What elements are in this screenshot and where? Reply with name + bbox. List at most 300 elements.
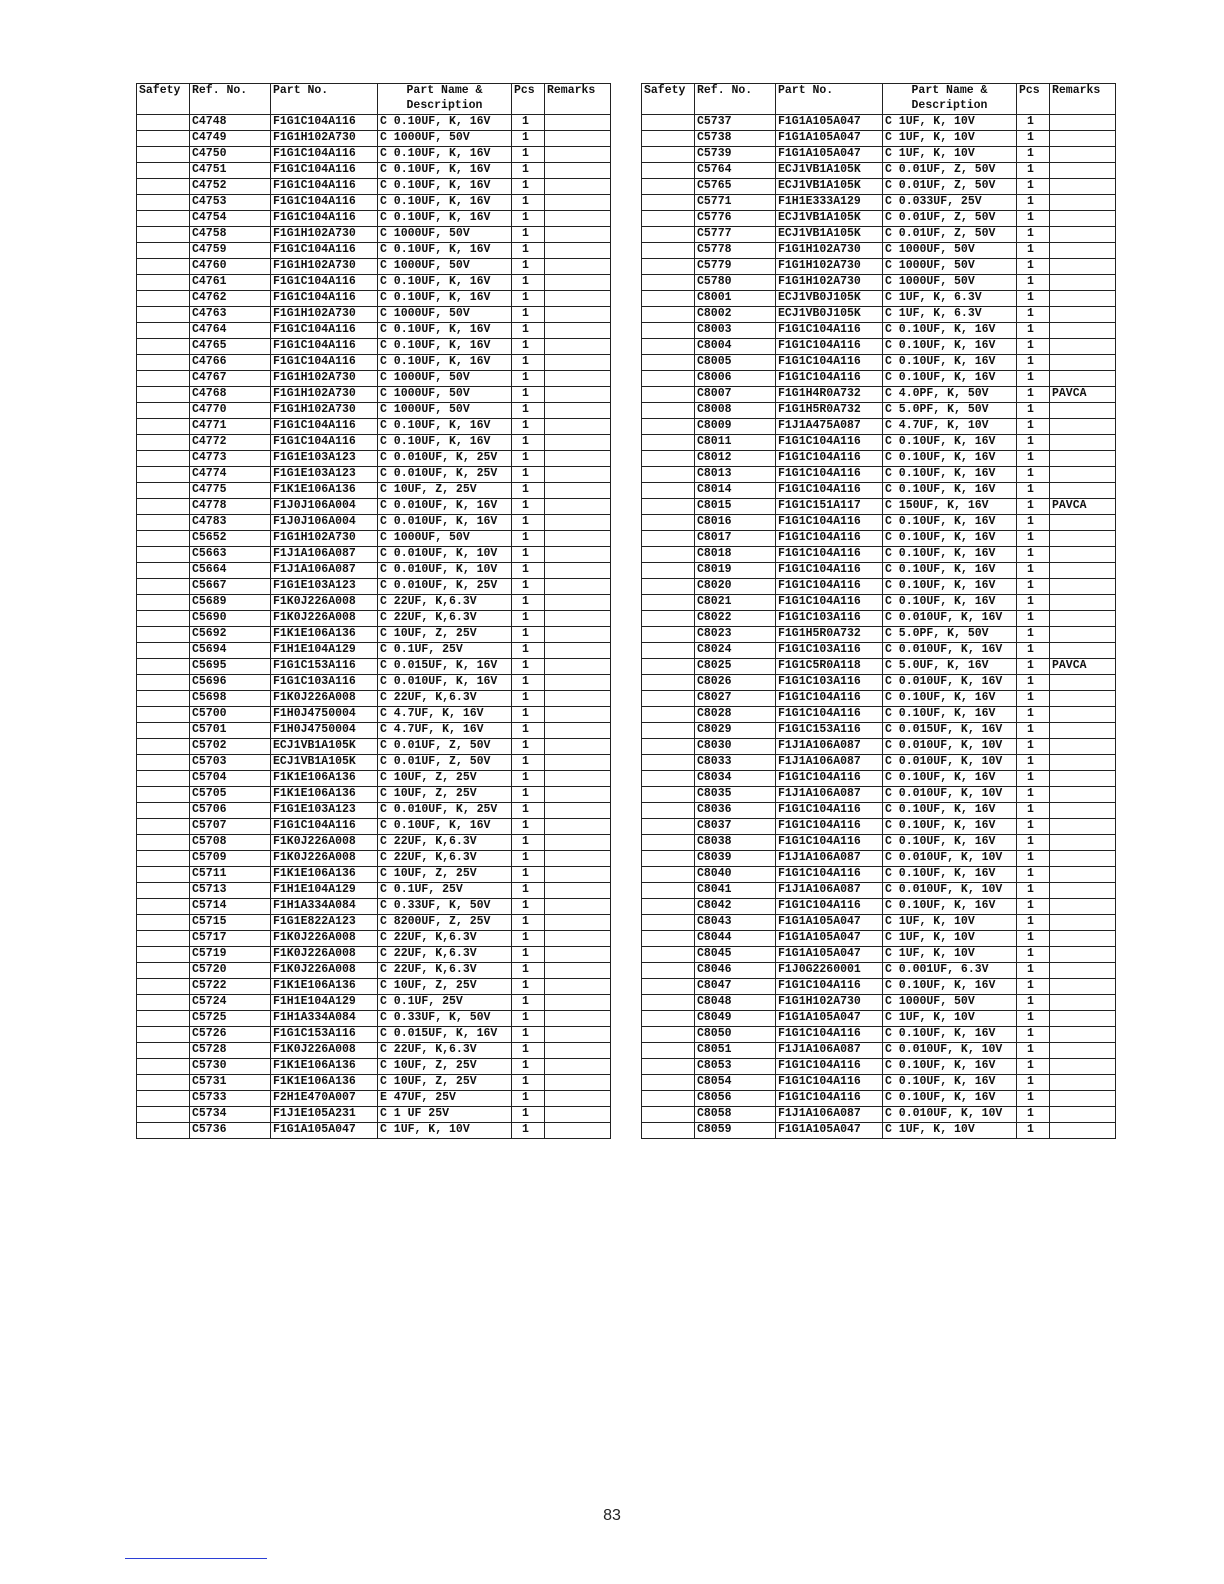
- table-row: [137, 899, 611, 915]
- part-no-cell: F1G1C104A116: [271, 211, 378, 227]
- part-name-cell: C 0.10UF, K, 16V: [883, 867, 1017, 883]
- part-name-cell: C 0.10UF, K, 16V: [378, 435, 512, 451]
- ref-no-cell: C4749: [190, 131, 271, 147]
- ref-no-cell: C8033: [695, 755, 776, 771]
- part-name-cell: C 0.010UF, K, 16V: [883, 611, 1017, 627]
- part-name-cell: C 4.7UF, K, 16V: [378, 723, 512, 739]
- part-no-cell: F1G1H102A730: [271, 371, 378, 387]
- part-name-cell: C 0.10UF, K, 16V: [883, 563, 1017, 579]
- pcs-cell: 1: [512, 755, 545, 771]
- pcs-cell: 1: [512, 195, 545, 211]
- remarks-cell: [1050, 1107, 1116, 1123]
- remarks-cell: [1050, 115, 1116, 131]
- remarks-cell: [1050, 1011, 1116, 1027]
- ref-no-cell: C5704: [190, 771, 271, 787]
- table-row: [642, 1091, 1116, 1107]
- part-no-cell: F1K1E106A136: [271, 1075, 378, 1091]
- safety-cell: [642, 515, 695, 531]
- part-no-cell: F1J1A106A087: [271, 563, 378, 579]
- part-name-cell: C 1UF, K, 10V: [883, 131, 1017, 147]
- table-row: [642, 1027, 1116, 1043]
- safety-cell: [642, 739, 695, 755]
- ref-no-cell: C5706: [190, 803, 271, 819]
- safety-cell: [642, 211, 695, 227]
- table-row: [137, 531, 611, 547]
- part-name-cell: C 0.10UF, K, 16V: [378, 163, 512, 179]
- part-name-cell: C 1000UF, 50V: [378, 531, 512, 547]
- part-no-cell: F1G1C104A116: [271, 179, 378, 195]
- table-row: [137, 483, 611, 499]
- remarks-cell: [1050, 1123, 1116, 1139]
- remarks-cell: [545, 627, 611, 643]
- ref-no-cell: C8038: [695, 835, 776, 851]
- part-name-cell: C 1000UF, 50V: [883, 259, 1017, 275]
- ref-no-cell: C8009: [695, 419, 776, 435]
- safety-cell: [642, 499, 695, 515]
- remarks-cell: [545, 835, 611, 851]
- safety-cell: [137, 707, 190, 723]
- table-row: [642, 467, 1116, 483]
- part-no-cell: F1J1A106A087: [271, 547, 378, 563]
- part-no-cell: F1G1C104A116: [776, 515, 883, 531]
- part-no-cell: F1G1C104A116: [776, 979, 883, 995]
- part-no-cell: F1G1A105A047: [776, 1011, 883, 1027]
- table-row: [642, 1123, 1116, 1139]
- remarks-cell: [545, 707, 611, 723]
- table-row: [642, 883, 1116, 899]
- safety-cell: [137, 515, 190, 531]
- part-name-cell: C 1UF, K, 10V: [883, 915, 1017, 931]
- part-name-cell: C 0.01UF, Z, 50V: [883, 211, 1017, 227]
- safety-cell: [642, 691, 695, 707]
- part-no-cell: F1J1A106A087: [776, 1043, 883, 1059]
- remarks-cell: [545, 787, 611, 803]
- safety-cell: [642, 147, 695, 163]
- ref-no-cell: C8015: [695, 499, 776, 515]
- part-name-cell: C 0.010UF, K, 25V: [378, 451, 512, 467]
- table-row: [642, 659, 1116, 675]
- ref-no-cell: C4774: [190, 467, 271, 483]
- table-row: [642, 979, 1116, 995]
- ref-no-cell: C5725: [190, 1011, 271, 1027]
- part-name-cell: C 0.10UF, K, 16V: [883, 531, 1017, 547]
- table-row: [642, 195, 1116, 211]
- safety-cell: [642, 819, 695, 835]
- ref-no-cell: C8053: [695, 1059, 776, 1075]
- table-row: [137, 995, 611, 1011]
- part-no-cell: ECJ1VB1A105K: [271, 739, 378, 755]
- ref-no-cell: C8022: [695, 611, 776, 627]
- remarks-cell: [1050, 643, 1116, 659]
- pcs-cell: 1: [512, 1123, 545, 1139]
- remarks-cell: [545, 179, 611, 195]
- table-row: [137, 867, 611, 883]
- ref-no-cell: C5719: [190, 947, 271, 963]
- safety-cell: [137, 787, 190, 803]
- ref-no-cell: C5724: [190, 995, 271, 1011]
- table-row: [137, 739, 611, 755]
- ref-no-cell: C8005: [695, 355, 776, 371]
- table-row: [642, 627, 1116, 643]
- remarks-cell: [545, 659, 611, 675]
- safety-cell: [642, 131, 695, 147]
- pcs-cell: 1: [1017, 1107, 1050, 1123]
- pcs-cell: 1: [512, 243, 545, 259]
- remarks-cell: PAVCA: [1050, 387, 1116, 403]
- ref-no-cell: C8001: [695, 291, 776, 307]
- part-no-cell: F1G1A105A047: [776, 931, 883, 947]
- safety-cell: [137, 659, 190, 675]
- ref-no-cell: C5736: [190, 1123, 271, 1139]
- table-row: [642, 1043, 1116, 1059]
- table-row: [642, 963, 1116, 979]
- safety-cell: [137, 595, 190, 611]
- part-name-cell: C 0.10UF, K, 16V: [883, 1027, 1017, 1043]
- ref-no-cell: C5717: [190, 931, 271, 947]
- part-name-cell: C 0.10UF, K, 16V: [883, 547, 1017, 563]
- part-no-cell: F1G1H102A730: [776, 259, 883, 275]
- table-row: [137, 819, 611, 835]
- safety-cell: [137, 195, 190, 211]
- part-name-cell: C 0.010UF, K, 10V: [883, 1107, 1017, 1123]
- ref-no-cell: C5739: [695, 147, 776, 163]
- table-row: [642, 163, 1116, 179]
- part-name-cell: C 0.015UF, K, 16V: [378, 659, 512, 675]
- part-name-cell: C 10UF, Z, 25V: [378, 1075, 512, 1091]
- pcs-cell: 1: [512, 947, 545, 963]
- ref-no-cell: C5726: [190, 1027, 271, 1043]
- remarks-cell: [1050, 867, 1116, 883]
- remarks-cell: [545, 259, 611, 275]
- table-row: [642, 1011, 1116, 1027]
- footer-link-underline[interactable]: [125, 1558, 267, 1559]
- safety-cell: [137, 1107, 190, 1123]
- ref-no-cell: C5708: [190, 835, 271, 851]
- part-no-cell: F1G1C104A116: [776, 1091, 883, 1107]
- remarks-cell: [1050, 675, 1116, 691]
- safety-cell: [137, 243, 190, 259]
- part-name-cell: C 0.10UF, K, 16V: [378, 243, 512, 259]
- safety-cell: [642, 1043, 695, 1059]
- part-no-cell: F1G1C103A116: [271, 675, 378, 691]
- remarks-cell: [1050, 1043, 1116, 1059]
- part-name-cell: C 0.010UF, K, 16V: [883, 675, 1017, 691]
- table-row: [137, 1027, 611, 1043]
- pcs-cell: 1: [1017, 419, 1050, 435]
- pcs-cell: 1: [1017, 819, 1050, 835]
- pcs-cell: 1: [1017, 899, 1050, 915]
- remarks-cell: [1050, 195, 1116, 211]
- table-row: [137, 115, 611, 131]
- part-name-cell: C 1000UF, 50V: [378, 259, 512, 275]
- safety-cell: [137, 387, 190, 403]
- part-no-cell: F1G1H102A730: [271, 531, 378, 547]
- part-no-cell: F1G1C103A116: [776, 643, 883, 659]
- part-no-cell: F1G1H102A730: [271, 307, 378, 323]
- part-no-cell: F1H0J4750004: [271, 707, 378, 723]
- ref-no-cell: C8030: [695, 739, 776, 755]
- pcs-cell: 1: [512, 483, 545, 499]
- safety-cell: [137, 755, 190, 771]
- remarks-cell: [545, 803, 611, 819]
- remarks-cell: [545, 419, 611, 435]
- safety-cell: [642, 355, 695, 371]
- remarks-cell: [545, 931, 611, 947]
- part-name-cell: C 10UF, Z, 25V: [378, 787, 512, 803]
- safety-cell: [137, 1011, 190, 1027]
- part-no-cell: F1G1C104A116: [776, 547, 883, 563]
- safety-cell: [642, 307, 695, 323]
- safety-cell: [137, 579, 190, 595]
- safety-cell: [642, 931, 695, 947]
- safety-cell: [642, 163, 695, 179]
- ref-no-cell: C5702: [190, 739, 271, 755]
- part-no-cell: F1G1C104A116: [776, 371, 883, 387]
- pcs-cell: 1: [1017, 179, 1050, 195]
- table-row: [642, 355, 1116, 371]
- pcs-cell: 1: [1017, 947, 1050, 963]
- part-no-cell: F1H1E333A129: [776, 195, 883, 211]
- table-row: [137, 515, 611, 531]
- table-row: [642, 643, 1116, 659]
- table-row: [137, 147, 611, 163]
- part-name-cell: C 0.10UF, K, 16V: [883, 707, 1017, 723]
- header-part-name: Part Name & Description: [883, 84, 1017, 115]
- part-name-cell: C 0.10UF, K, 16V: [883, 371, 1017, 387]
- remarks-cell: [1050, 483, 1116, 499]
- safety-cell: [642, 915, 695, 931]
- ref-no-cell: C5692: [190, 627, 271, 643]
- pcs-cell: 1: [512, 467, 545, 483]
- remarks-cell: [1050, 515, 1116, 531]
- part-name-cell: C 0.10UF, K, 16V: [378, 211, 512, 227]
- part-name-cell: C 0.01UF, Z, 50V: [883, 227, 1017, 243]
- table-row: [137, 275, 611, 291]
- ref-no-cell: C4751: [190, 163, 271, 179]
- table-row: [137, 611, 611, 627]
- remarks-cell: [1050, 451, 1116, 467]
- safety-cell: [642, 995, 695, 1011]
- pcs-cell: 1: [512, 227, 545, 243]
- pcs-cell: 1: [512, 1059, 545, 1075]
- pcs-cell: 1: [512, 259, 545, 275]
- safety-cell: [137, 307, 190, 323]
- ref-no-cell: C8002: [695, 307, 776, 323]
- pcs-cell: 1: [1017, 579, 1050, 595]
- safety-cell: [137, 419, 190, 435]
- part-name-cell: C 0.10UF, K, 16V: [883, 451, 1017, 467]
- part-no-cell: F1G1H102A730: [776, 995, 883, 1011]
- part-name-cell: E 47UF, 25V: [378, 1091, 512, 1107]
- part-no-cell: F1G1C153A116: [271, 659, 378, 675]
- ref-no-cell: C8048: [695, 995, 776, 1011]
- table-row: [137, 435, 611, 451]
- remarks-cell: [545, 547, 611, 563]
- pcs-cell: 1: [512, 131, 545, 147]
- table-row: [137, 1075, 611, 1091]
- table-row: [137, 451, 611, 467]
- header-part-no: Part No.: [271, 84, 378, 115]
- part-name-cell: C 0.10UF, K, 16V: [883, 323, 1017, 339]
- table-row: [137, 755, 611, 771]
- part-no-cell: ECJ1VB0J105K: [776, 307, 883, 323]
- header-pcs: Pcs: [512, 84, 545, 115]
- part-name-cell: C 1000UF, 50V: [883, 995, 1017, 1011]
- safety-cell: [642, 643, 695, 659]
- pcs-cell: 1: [1017, 499, 1050, 515]
- ref-no-cell: C4763: [190, 307, 271, 323]
- part-no-cell: F1K1E106A136: [271, 1059, 378, 1075]
- pcs-cell: 1: [512, 691, 545, 707]
- remarks-cell: [545, 1091, 611, 1107]
- safety-cell: [137, 819, 190, 835]
- pcs-cell: 1: [512, 403, 545, 419]
- ref-no-cell: C8025: [695, 659, 776, 675]
- pcs-cell: 1: [1017, 403, 1050, 419]
- part-name-cell: C 1UF, K, 10V: [883, 931, 1017, 947]
- pcs-cell: 1: [1017, 387, 1050, 403]
- safety-cell: [137, 467, 190, 483]
- safety-cell: [642, 979, 695, 995]
- part-no-cell: F1K1E106A136: [271, 627, 378, 643]
- safety-cell: [642, 947, 695, 963]
- ref-no-cell: C5652: [190, 531, 271, 547]
- remarks-cell: [545, 531, 611, 547]
- ref-no-cell: C4771: [190, 419, 271, 435]
- table-row: [642, 1107, 1116, 1123]
- part-name-cell: C 0.033UF, 25V: [883, 195, 1017, 211]
- part-name-cell: C 0.10UF, K, 16V: [378, 195, 512, 211]
- pcs-cell: 1: [512, 643, 545, 659]
- remarks-cell: [545, 963, 611, 979]
- ref-no-cell: C4754: [190, 211, 271, 227]
- part-no-cell: F1G1C104A116: [776, 451, 883, 467]
- ref-no-cell: C5663: [190, 547, 271, 563]
- part-no-cell: F1G1C104A116: [271, 291, 378, 307]
- table-row: [137, 643, 611, 659]
- part-name-cell: C 1000UF, 50V: [378, 371, 512, 387]
- pcs-cell: 1: [1017, 627, 1050, 643]
- ref-no-cell: C4770: [190, 403, 271, 419]
- part-name-cell: C 0.01UF, Z, 50V: [883, 163, 1017, 179]
- table-row: [137, 707, 611, 723]
- ref-no-cell: C5765: [695, 179, 776, 195]
- table-row: [137, 803, 611, 819]
- pcs-cell: 1: [1017, 867, 1050, 883]
- part-name-cell: C 0.010UF, K, 16V: [378, 675, 512, 691]
- table-row: [137, 1107, 611, 1123]
- pcs-cell: 1: [512, 611, 545, 627]
- part-no-cell: F1K0J226A008: [271, 851, 378, 867]
- table-row: [642, 387, 1116, 403]
- part-name-cell: C 1 UF 25V: [378, 1107, 512, 1123]
- table-row: [137, 979, 611, 995]
- table-row: [137, 419, 611, 435]
- table-row: [137, 947, 611, 963]
- safety-cell: [137, 147, 190, 163]
- pcs-cell: 1: [512, 739, 545, 755]
- pcs-cell: 1: [512, 803, 545, 819]
- remarks-cell: [545, 979, 611, 995]
- remarks-cell: PAVCA: [1050, 499, 1116, 515]
- table-row: [642, 131, 1116, 147]
- safety-cell: [642, 851, 695, 867]
- table-row: [642, 739, 1116, 755]
- part-no-cell: F1G1C104A116: [776, 835, 883, 851]
- ref-no-cell: C5779: [695, 259, 776, 275]
- remarks-cell: [545, 675, 611, 691]
- pcs-cell: 1: [1017, 435, 1050, 451]
- parts-table-right: [641, 83, 1116, 1139]
- part-name-cell: C 10UF, Z, 25V: [378, 627, 512, 643]
- pcs-cell: 1: [512, 163, 545, 179]
- part-no-cell: F1K1E106A136: [271, 979, 378, 995]
- remarks-cell: [545, 403, 611, 419]
- ref-no-cell: C8026: [695, 675, 776, 691]
- part-name-cell: C 10UF, Z, 25V: [378, 483, 512, 499]
- header-ref-no: Ref. No.: [190, 84, 271, 115]
- part-name-cell: C 0.33UF, K, 50V: [378, 1011, 512, 1027]
- ref-no-cell: C5764: [695, 163, 776, 179]
- safety-cell: [137, 611, 190, 627]
- ref-no-cell: C8035: [695, 787, 776, 803]
- pcs-cell: 1: [1017, 1059, 1050, 1075]
- pcs-cell: 1: [512, 963, 545, 979]
- table-row: [137, 915, 611, 931]
- part-no-cell: F1G1H4R0A732: [776, 387, 883, 403]
- remarks-cell: [545, 643, 611, 659]
- part-no-cell: F1G1C104A116: [776, 819, 883, 835]
- safety-cell: [137, 339, 190, 355]
- safety-cell: [642, 611, 695, 627]
- part-no-cell: F2H1E470A007: [271, 1091, 378, 1107]
- safety-cell: [642, 179, 695, 195]
- remarks-cell: [1050, 371, 1116, 387]
- part-name-cell: C 0.10UF, K, 16V: [378, 819, 512, 835]
- part-name-cell: C 0.015UF, K, 16V: [883, 723, 1017, 739]
- part-name-cell: C 0.10UF, K, 16V: [883, 1059, 1017, 1075]
- remarks-cell: [545, 147, 611, 163]
- part-name-cell: C 22UF, K,6.3V: [378, 595, 512, 611]
- pcs-cell: 1: [512, 323, 545, 339]
- ref-no-cell: C8056: [695, 1091, 776, 1107]
- part-no-cell: F1G1C103A116: [776, 675, 883, 691]
- safety-cell: [137, 867, 190, 883]
- ref-no-cell: C8023: [695, 627, 776, 643]
- part-name-cell: C 22UF, K,6.3V: [378, 691, 512, 707]
- remarks-cell: [1050, 611, 1116, 627]
- safety-cell: [137, 483, 190, 499]
- remarks-cell: [1050, 851, 1116, 867]
- part-name-cell: C 0.10UF, K, 16V: [883, 819, 1017, 835]
- pcs-cell: 1: [1017, 723, 1050, 739]
- pcs-cell: 1: [512, 595, 545, 611]
- header-remarks: Remarks: [1050, 84, 1116, 115]
- ref-no-cell: C4768: [190, 387, 271, 403]
- safety-cell: [642, 1123, 695, 1139]
- part-no-cell: F1G1A105A047: [776, 131, 883, 147]
- safety-cell: [642, 579, 695, 595]
- part-no-cell: F1G1C103A116: [776, 611, 883, 627]
- ref-no-cell: C4783: [190, 515, 271, 531]
- part-name-cell: C 10UF, Z, 25V: [378, 979, 512, 995]
- pcs-cell: 1: [512, 499, 545, 515]
- ref-no-cell: C4766: [190, 355, 271, 371]
- part-name-cell: C 0.010UF, K, 25V: [378, 803, 512, 819]
- remarks-cell: [1050, 291, 1116, 307]
- part-no-cell: F1J1A106A087: [776, 787, 883, 803]
- part-no-cell: F1G1C104A116: [271, 195, 378, 211]
